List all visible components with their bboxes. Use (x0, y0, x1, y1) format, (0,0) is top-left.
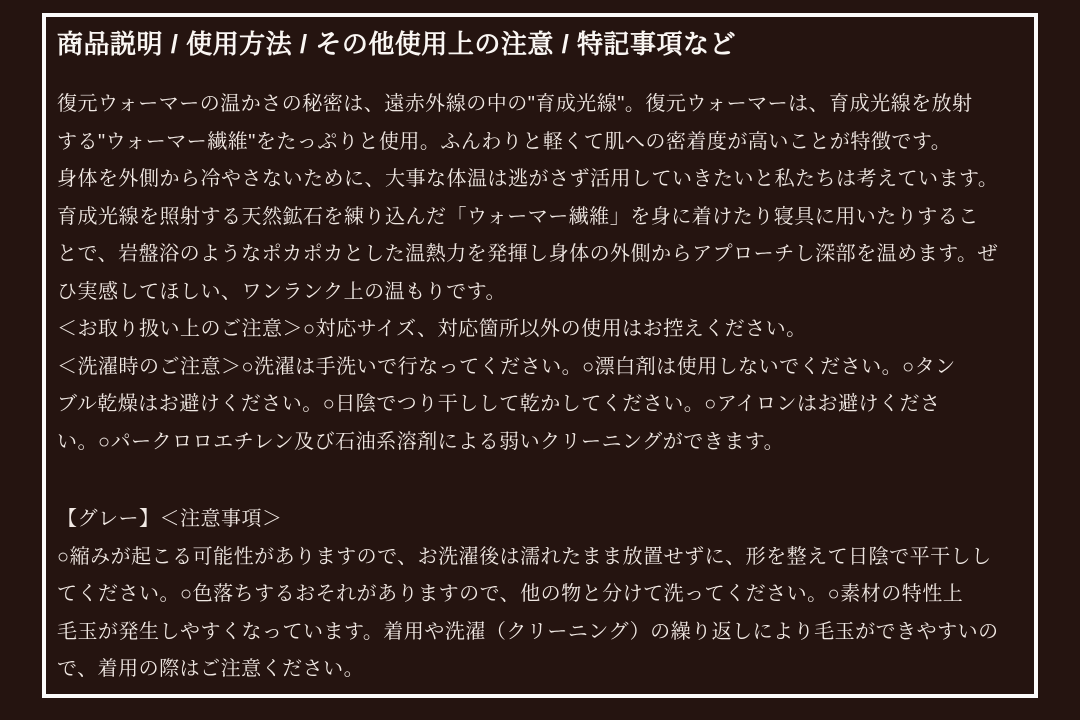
description-line: 身体を外側から冷やさないために、大事な体温は逃がさず活用していきたいと私たちは考えています。 (57, 168, 999, 190)
description-line: ＜洗濯時のご注意＞○洗濯は手洗いで行なってください。○漂白剤は使用しないでください。○タン (57, 355, 956, 378)
description-line: ひ実感してほしい、ワンランク上の温もりです。 (57, 280, 506, 303)
description-line: ブル乾燥はお避けください。○日陰でつり干しして乾かしてください。○アイロンはお避けくださ (57, 393, 941, 415)
description-line: する"ウォーマー繊維"をたっぷりと使用。ふんわりと軽くて肌への密着度が高いことが特徴です。 (57, 130, 952, 153)
gray-color-notes (57, 501, 1020, 689)
content-frame (42, 13, 1038, 698)
content-area (46, 17, 1034, 689)
note-line: ○縮みが起こる可能性がありますので、お洗濯後は濡れたまま放置せずに、形を整えて日陰で平干しし (57, 545, 992, 568)
note-line: 毛玉が発生しやすくなっています。着用や洗濯（クリーニング）の繰り返しにより毛玉ができやすいの (57, 620, 999, 643)
section-heading: 商品説明 / 使用方法 / その他使用上の注意 / 特記事項など (57, 29, 737, 59)
note-line: で、着用の際はご注意ください。 (57, 658, 365, 680)
description-line: ＜お取り扱い上のご注意＞○対応サイズ、対応箇所以外の使用はお控えください。 (57, 318, 807, 340)
description-line: 育成光線を照射する天然鉱石を練り込んだ「ウォーマー繊維」を身に着けたり寝具に用いたりするこ (57, 205, 979, 228)
description-line: とで、岩盤浴のようなポカポカとした温熱力を発揮し身体の外側からアプローチし深部を温めます。ぜ (57, 243, 998, 265)
product-description (57, 86, 1020, 461)
note-line: 【グレー】＜注意事項＞ (57, 508, 283, 530)
description-line: い。○パークロロエチレン及び石油系溶剤による弱いクリーニングができます。 (57, 430, 785, 453)
description-line: 復元ウォーマーの温かさの秘密は、遠赤外線の中の"育成光線"。復元ウォーマーは、育成光線を放射 (57, 93, 973, 115)
note-line: てください。○色落ちするおそれがありますので、他の物と分けて洗ってください。○素材の特性上 (57, 583, 964, 605)
